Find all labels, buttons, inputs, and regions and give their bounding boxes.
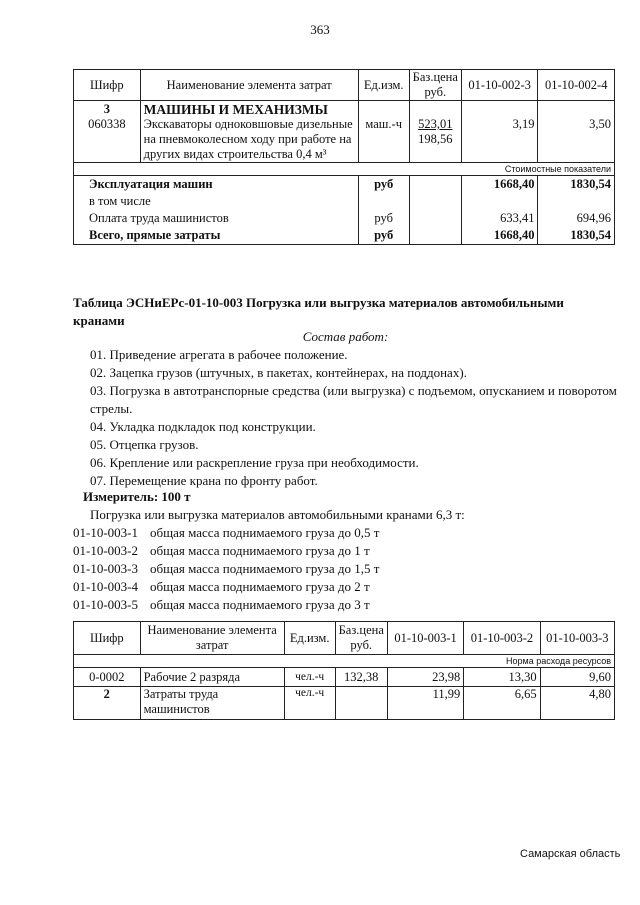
list-item: 03. Погрузка в автотранспорные средства (или выгрузка) с подъемом, опусканием и поворотом стрелы. [90, 383, 617, 416]
row-value-3: 4,80 [540, 687, 614, 720]
row-name: Оплата труда машинистов [74, 210, 359, 227]
row-price [409, 193, 461, 210]
cost-note-row [74, 163, 615, 176]
header-col-2: 01-10-003-2 [464, 622, 540, 655]
code: 01-10-003-2 [73, 543, 138, 558]
item-name: Экскаваторы одноковшовые дизельные на пневмоколесном ходу при работе на других видах строительства 0,4 м³ [143, 117, 353, 161]
resources-table [73, 621, 615, 720]
row-price: 132,38 [335, 668, 387, 687]
row-price [409, 176, 461, 194]
codes-list [73, 524, 618, 614]
norm-note-row [74, 655, 615, 668]
header-unit: Ед.изм. [284, 622, 335, 655]
row-value-1: 11,99 [387, 687, 463, 720]
row-value-1: 1668,40 [461, 176, 538, 194]
row-unit: руб [358, 176, 409, 194]
norm-note: Норма расхода ресурсов [74, 655, 615, 668]
code-text: общая масса поднимаемого груза до 1 т [150, 543, 370, 558]
item-code: 060338 [88, 117, 126, 131]
row-name: в том числе [74, 193, 359, 210]
header-col-1: 01-10-002-3 [461, 70, 538, 101]
table-row [74, 668, 615, 687]
cost-note: Стоимостные показатели [74, 163, 615, 176]
table-header-row [74, 622, 615, 655]
header-price: Баз.цена руб. [409, 70, 461, 101]
row-value-2: 13,30 [464, 668, 540, 687]
item-unit: маш.-ч [358, 101, 409, 163]
intro-text: Погрузка или выгрузка материалов автомобильными кранами 6,3 т: [90, 507, 465, 522]
code-text: общая масса поднимаемого груза до 1,5 т [150, 561, 380, 576]
item-value-2: 3,50 [538, 101, 615, 163]
code-text: общая масса поднимаемого груза до 2 т [150, 579, 370, 594]
row-value-1: 23,98 [387, 668, 463, 687]
code: 01-10-003-5 [73, 597, 138, 612]
list-item: 04. Укладка подкладок под конструкции. [90, 419, 316, 434]
row-price [409, 210, 461, 227]
measure-unit: Измеритель: 100 т [83, 489, 191, 504]
row-name: Всего, прямые затраты [74, 227, 359, 245]
list-item [73, 524, 618, 542]
table-row [74, 227, 615, 245]
page-number: 363 [310, 22, 330, 37]
item-price-1: 523,01 [418, 117, 453, 131]
row-value-3: 9,60 [540, 668, 614, 687]
row-code: 0-0002 [74, 668, 141, 687]
row-value-1: 1668,40 [461, 227, 538, 245]
table-row [74, 101, 615, 163]
machines-table [73, 69, 615, 245]
table-title: Таблица ЭСНиЕРс-01-10-003 Погрузка или выгрузка материалов автомобильными кранами [73, 295, 564, 328]
code: 01-10-003-3 [73, 561, 138, 576]
header-name: Наименование элемента затрат [140, 622, 284, 655]
row-unit [358, 193, 409, 210]
row-unit: чел.-ч [284, 668, 335, 687]
header-col-2: 01-10-002-4 [538, 70, 615, 101]
composition-heading: Состав работ: [302, 329, 389, 344]
header-price: Баз.цена руб. [335, 622, 387, 655]
header-name: Наименование элемента затрат [140, 70, 358, 101]
list-item: 01. Приведение агрегата в рабочее положение. [90, 347, 348, 362]
code: 01-10-003-4 [73, 579, 138, 594]
row-unit: руб [358, 227, 409, 245]
header-code: Шифр [74, 70, 141, 101]
row-name: Затраты труда машинистов [140, 687, 284, 720]
list-item: 06. Крепление или раскрепление груза при необходимости. [90, 455, 419, 470]
row-unit: чел.-ч [284, 687, 335, 720]
table-row [74, 193, 615, 210]
section-title: МАШИНЫ И МЕХАНИЗМЫ [143, 102, 328, 117]
header-col-1: 01-10-003-1 [387, 622, 463, 655]
row-unit: руб [358, 210, 409, 227]
code: 01-10-003-1 [73, 525, 138, 540]
list-item [73, 560, 618, 578]
table-row [74, 687, 615, 720]
row-price [335, 687, 387, 720]
row-value-2: 6,65 [464, 687, 540, 720]
row-value-1: 633,41 [461, 210, 538, 227]
list-item [73, 542, 618, 560]
row-value-1 [461, 193, 538, 210]
table-header-row [74, 70, 615, 101]
header-col-3: 01-10-003-3 [540, 622, 614, 655]
item-value-1: 3,19 [461, 101, 538, 163]
header-unit: Ед.изм. [358, 70, 409, 101]
row-value-2 [538, 193, 615, 210]
header-code: Шифр [74, 622, 141, 655]
list-item: 02. Зацепка грузов (штучных, в пакетах, контейнерах, на поддонах). [90, 365, 467, 380]
row-price [409, 227, 461, 245]
list-item: 05. Отцепка грузов. [90, 437, 199, 452]
row-value-2: 1830,54 [538, 227, 615, 245]
row-code: 2 [74, 687, 141, 720]
code-text: общая масса поднимаемого груза до 3 т [150, 597, 370, 612]
code-text: общая масса поднимаемого груза до 0,5 т [150, 525, 380, 540]
item-price-2: 198,56 [418, 132, 453, 146]
list-item: 07. Перемещение крана по фронту работ. [90, 473, 318, 488]
table-row [74, 210, 615, 227]
row-name: Рабочие 2 разряда [140, 668, 284, 687]
footer-region: Самарская область [520, 848, 621, 860]
list-item [73, 578, 618, 596]
operations-list [73, 346, 618, 490]
list-item [73, 596, 618, 614]
row-value-2: 694,96 [538, 210, 615, 227]
row-value-2: 1830,54 [538, 176, 615, 194]
section-number: 3 [103, 102, 110, 116]
table-row [74, 176, 615, 194]
row-name: Эксплуатация машин [74, 176, 359, 194]
